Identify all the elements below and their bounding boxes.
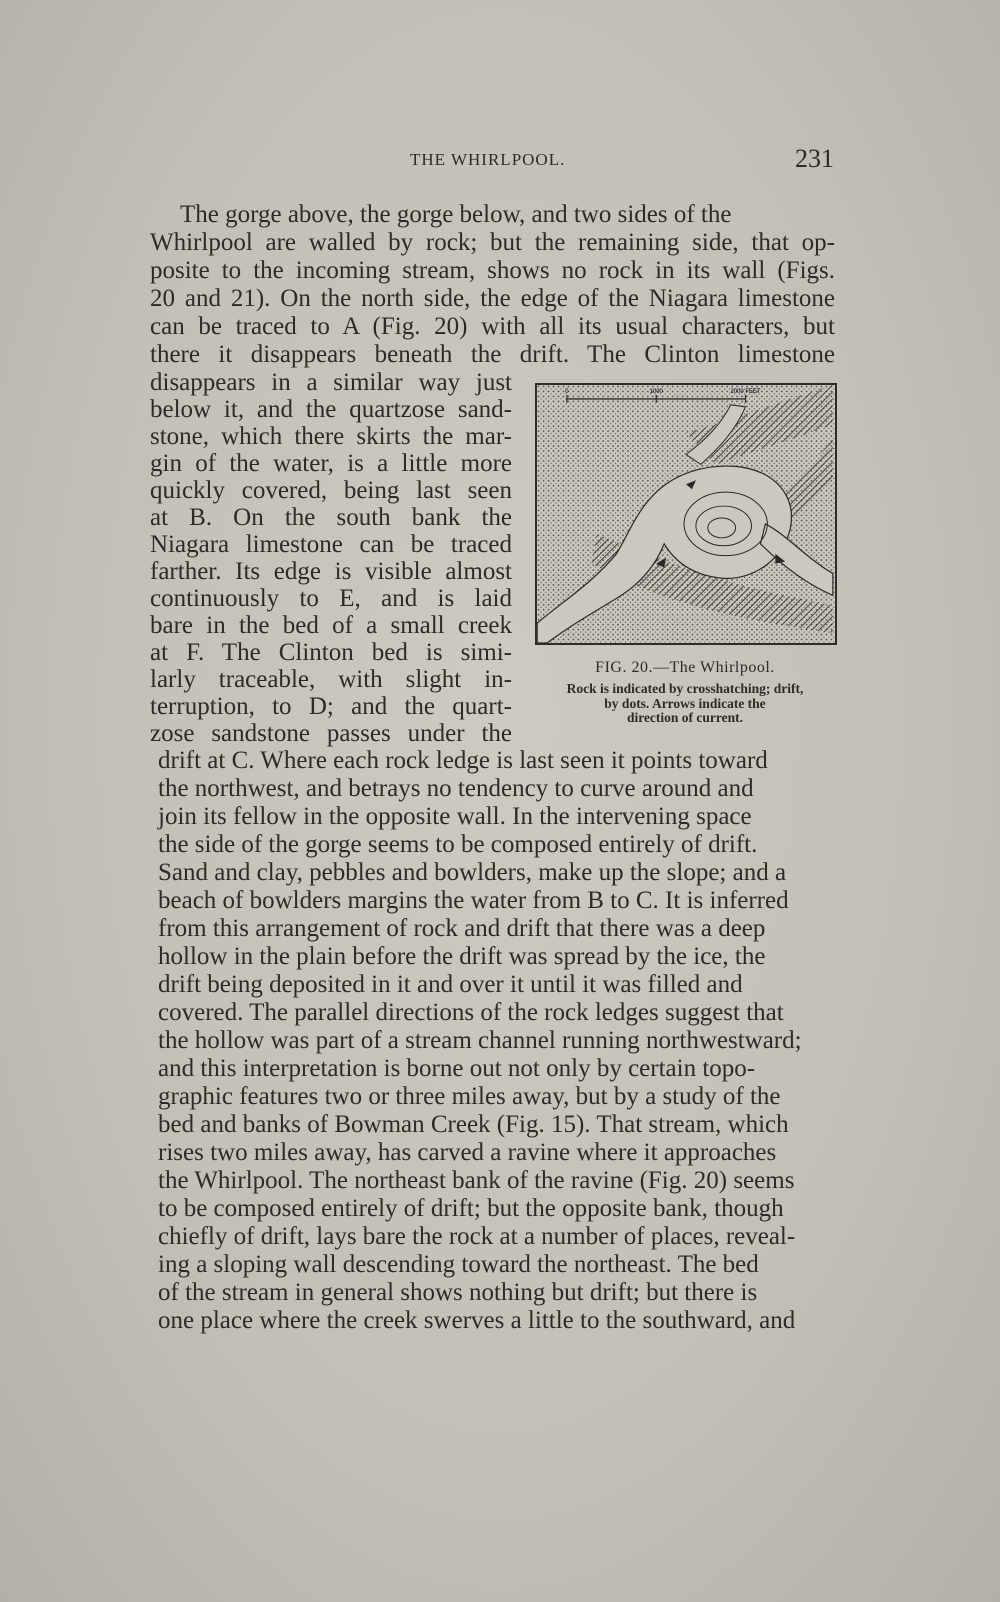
text-line: there it disappears beneath the drift. The Clinton limestone: [150, 341, 835, 368]
text-line: larly traceable, with slight in-: [150, 666, 512, 693]
text-line: drift at C. Where each rock ledge is last seen it points toward: [158, 747, 768, 774]
text-line: posite to the incoming stream, shows no rock in its wall (Figs.: [150, 257, 835, 284]
scale-label: 0: [565, 388, 569, 395]
text-line: continuously to E, and is laid: [150, 585, 512, 612]
text-line: The gorge above, the gorge below, and two sides of the: [180, 201, 732, 228]
text-line: ing a sloping wall descending toward the northeast. The bed: [158, 1251, 759, 1278]
text-line: quickly covered, being last seen: [150, 477, 512, 504]
text-line: Niagara limestone can be traced: [150, 531, 512, 558]
text-line: terruption, to D; and the quart-: [150, 693, 512, 720]
text-line: join its fellow in the opposite wall. In the intervening space: [158, 803, 752, 830]
text-line: Whirlpool are walled by rock; but the remaining side, that op-: [150, 229, 835, 256]
text-line: rises two miles away, has carved a ravine where it approaches: [158, 1139, 777, 1166]
text-line: covered. The parallel directions of the rock ledges suggest that: [158, 999, 784, 1026]
text-line: below it, and the quartzose sand-: [150, 396, 512, 423]
text-line: beach of bowlders margins the water from B to C. It is inferred: [158, 887, 789, 914]
figure-caption-line: by dots. Arrows indicate the: [604, 696, 766, 711]
text-line: Sand and clay, pebbles and bowlders, make up the slope; and a: [158, 859, 787, 886]
scale-label: 1000: [649, 388, 663, 395]
text-line: farther. Its edge is visible almost: [150, 558, 512, 585]
text-line: bare in the bed of a small creek: [150, 612, 512, 639]
text-line: and this interpretation is borne out not only by certain topo-: [158, 1055, 756, 1082]
text-line: to be composed entirely of drift; but the opposite bank, though: [158, 1195, 784, 1222]
text-line: the Whirlpool. The northeast bank of the ravine (Fig. 20) seems: [158, 1167, 795, 1194]
text-line: the northwest, and betrays no tendency to curve around and: [158, 775, 754, 802]
scale-label: 2000 FEET: [730, 388, 761, 395]
text-line: drift being deposited in it and over it until it was filled and: [158, 971, 743, 998]
text-line: at B. On the south bank the: [150, 504, 512, 531]
text-line: hollow in the plain before the drift was spread by the ice, the: [158, 943, 766, 970]
text-line: can be traced to A (Fig. 20) with all its usual characters, but: [150, 313, 835, 340]
text-line: from this arrangement of rock and drift that there was a deep: [158, 915, 766, 942]
whirlpool-map: [537, 385, 835, 643]
running-title: THE WHIRLPOOL.: [410, 150, 566, 169]
text-line: zose sandstone passes under the: [150, 720, 512, 747]
text-line: 20 and 21). On the north side, the edge of the Niagara limestone: [150, 285, 835, 312]
text-line: the hollow was part of a stream channel running northwestward;: [158, 1027, 802, 1054]
figure-caption-line: Rock is indicated by crosshatching; drift,: [566, 681, 804, 696]
text-line: graphic features two or three miles away, but by a study of the: [158, 1083, 781, 1110]
text-line: of the stream in general shows nothing but drift; but there is: [158, 1279, 758, 1306]
whirlpool-map-figure: [535, 383, 837, 645]
text-line: gin of the water, is a little more: [150, 450, 512, 477]
text-line: chiefly of drift, lays bare the rock at a number of places, reveal-: [158, 1223, 796, 1250]
figure-caption-title: FIG. 20.—The Whirlpool.: [595, 659, 775, 676]
text-line: one place where the creek swerves a little to the southward, and: [158, 1307, 796, 1334]
text-line: the side of the gorge seems to be composed entirely of drift.: [158, 831, 758, 858]
text-line: bed and banks of Bowman Creek (Fig. 15). That stream, which: [158, 1111, 789, 1138]
text-line: stone, which there skirts the mar-: [150, 423, 512, 450]
figure-caption-line: direction of current.: [626, 710, 744, 725]
page-number: 231: [795, 144, 834, 173]
text-line: at F. The Clinton bed is simi-: [150, 639, 512, 666]
text-line: disappears in a similar way just: [150, 369, 512, 396]
